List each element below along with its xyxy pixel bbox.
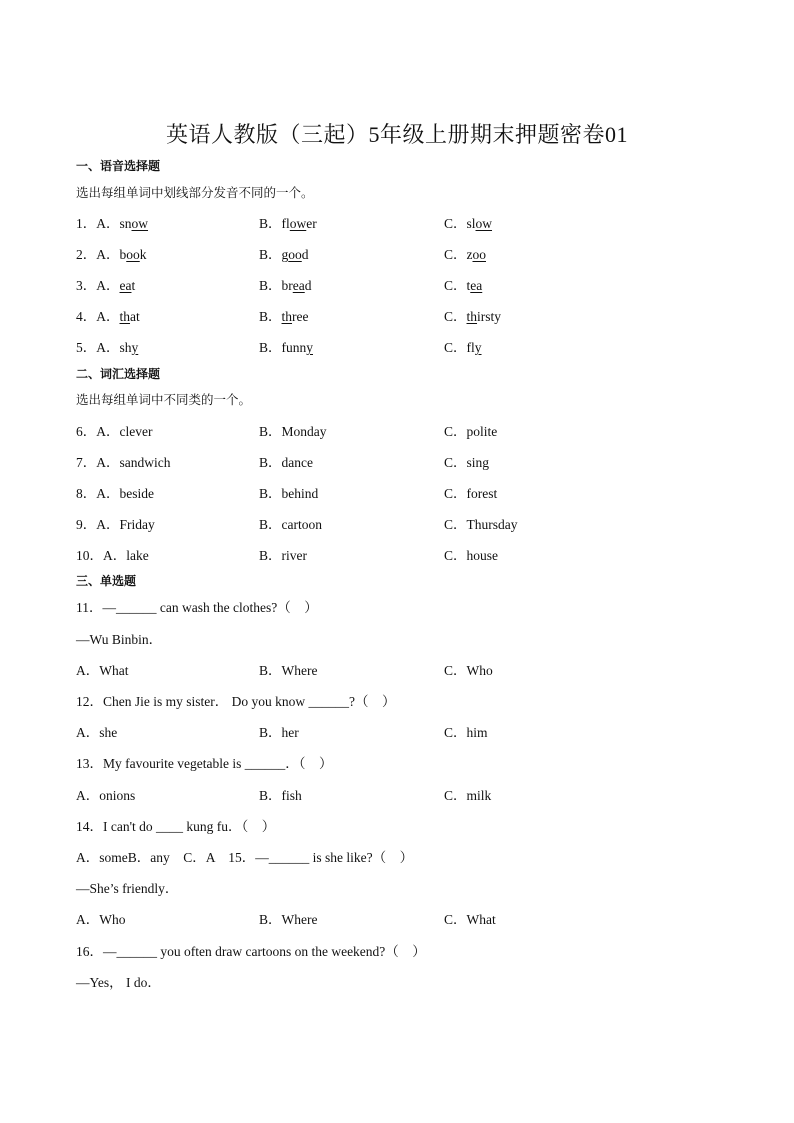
option-c: C．polite bbox=[444, 424, 498, 439]
option-c: C．tea bbox=[444, 278, 483, 293]
question-row bbox=[76, 517, 776, 533]
question-11-reply: —Wu Binbin． bbox=[76, 632, 163, 647]
option-c: C．milk bbox=[444, 788, 492, 803]
option-c: C．Who bbox=[444, 663, 493, 678]
option-b: B．funny bbox=[259, 340, 313, 355]
option-b: B．cartoon bbox=[259, 517, 322, 532]
section-1-instruction: 选出每组单词中划线部分发音不同的一个。 bbox=[76, 185, 314, 200]
section-1-heading: 一、语音选择题 bbox=[76, 159, 161, 173]
option-a: 1．A．snow bbox=[76, 216, 149, 231]
option-c: C．slow bbox=[444, 216, 493, 231]
question-12-stem: 12．Chen Jie is my sister． Do you know ______?（ ） bbox=[76, 694, 396, 709]
question-row bbox=[76, 247, 776, 263]
option-c: C．sing bbox=[444, 455, 490, 470]
option-c: C．house bbox=[444, 548, 498, 563]
option-c: C．forest bbox=[444, 486, 498, 501]
question-row bbox=[76, 278, 776, 294]
option-c: C．thirsty bbox=[444, 309, 502, 324]
option-a: A．What bbox=[76, 663, 129, 678]
option-b: B．good bbox=[259, 247, 309, 262]
question-13-options bbox=[76, 788, 776, 804]
question-row bbox=[76, 548, 776, 564]
option-c: C．fly bbox=[444, 340, 482, 355]
question-row bbox=[76, 455, 776, 471]
option-b: B．Where bbox=[259, 663, 318, 678]
option-c: C．What bbox=[444, 912, 496, 927]
option-b: B．three bbox=[259, 309, 309, 324]
section-3-heading: 三、单选题 bbox=[76, 574, 137, 588]
option-a: A．Who bbox=[76, 912, 126, 927]
question-16-reply: —Yes， I do． bbox=[76, 975, 161, 990]
question-row bbox=[76, 486, 776, 502]
option-b: B．her bbox=[259, 725, 299, 740]
option-a: 5．A．shy bbox=[76, 340, 139, 355]
question-12-options bbox=[76, 725, 776, 741]
option-b: B．bread bbox=[259, 278, 312, 293]
option-b: B．behind bbox=[259, 486, 319, 501]
option-c: C．zoo bbox=[444, 247, 486, 262]
option-a: 10．A．lake bbox=[76, 548, 149, 563]
section-2-heading: 二、词汇选择题 bbox=[76, 367, 161, 381]
option-b: B．Monday bbox=[259, 424, 327, 439]
option-a: A．onions bbox=[76, 788, 136, 803]
option-b: B．flower bbox=[259, 216, 317, 231]
question-row bbox=[76, 309, 776, 325]
option-a: 7．A．sandwich bbox=[76, 455, 171, 470]
option-a: 2．A．book bbox=[76, 247, 147, 262]
option-a: 4．A．that bbox=[76, 309, 140, 324]
question-15-options bbox=[76, 912, 776, 928]
question-14-options-and-15-stem: A．someB．any C．A 15．—______ is she like?（ ） bbox=[76, 850, 414, 865]
option-c: C．him bbox=[444, 725, 488, 740]
option-b: B．fish bbox=[259, 788, 302, 803]
option-b: B．river bbox=[259, 548, 307, 563]
question-11-stem: 11．—______ can wash the clothes?（ ） bbox=[76, 600, 318, 615]
option-a: 6．A．clever bbox=[76, 424, 153, 439]
option-a: 9．A．Friday bbox=[76, 517, 155, 532]
question-16-stem: 16．—______ you often draw cartoons on the weekend?（ ） bbox=[76, 944, 426, 959]
option-a: 8．A．beside bbox=[76, 486, 154, 501]
option-a: 3．A．eat bbox=[76, 278, 136, 293]
question-row bbox=[76, 424, 776, 440]
question-15-reply: —She’s friendly． bbox=[76, 881, 179, 896]
page-title: 英语人教版（三起）5年级上册期末押题密卷01 bbox=[165, 122, 628, 147]
question-11-options bbox=[76, 663, 776, 679]
option-b: B．Where bbox=[259, 912, 318, 927]
question-row bbox=[76, 216, 776, 232]
option-a: A．she bbox=[76, 725, 118, 740]
option-b: B．dance bbox=[259, 455, 313, 470]
question-row bbox=[76, 340, 776, 356]
section-2-instruction: 选出每组单词中不同类的一个。 bbox=[76, 392, 252, 407]
option-c: C．Thursday bbox=[444, 517, 518, 532]
question-13-stem: 13．My favourite vegetable is ______．（ ） bbox=[76, 756, 333, 771]
question-14-stem: 14．I can't do ____ kung fu．（ ） bbox=[76, 819, 276, 834]
